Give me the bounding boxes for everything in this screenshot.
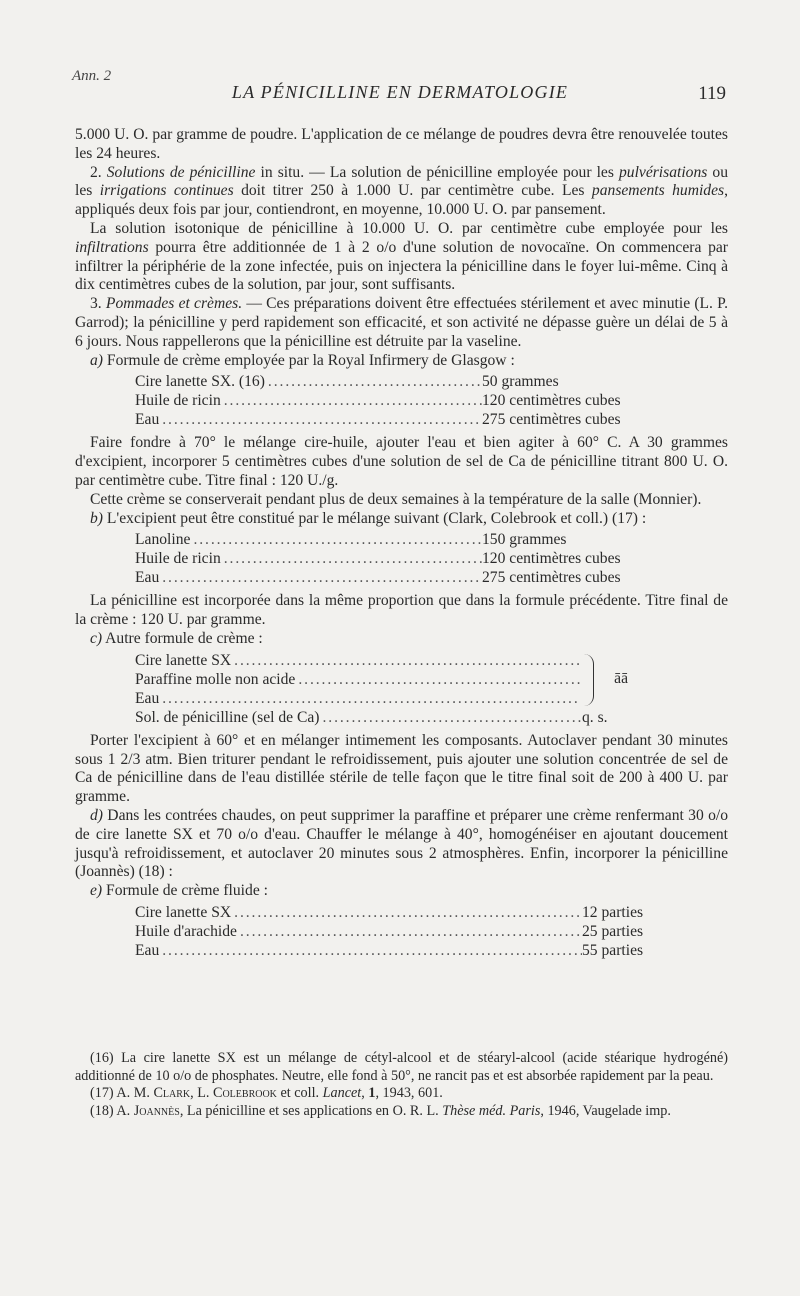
ingredient-name: Huile de ricin <box>135 550 221 568</box>
item-label: c) <box>90 629 103 647</box>
paragraph-ointments <box>75 295 728 351</box>
leader-dots <box>190 531 482 550</box>
text-run: Autre formule de crème : <box>102 629 263 647</box>
footnotes <box>75 1050 728 1120</box>
ingredient-quantity: 25 parties <box>582 922 644 940</box>
leader-dots <box>237 923 582 942</box>
formula-row <box>135 373 660 392</box>
text-run: ou les <box>75 163 728 200</box>
text-run: Formule de crème fluide : <box>102 882 268 900</box>
formula-row <box>135 392 660 411</box>
formula-b <box>135 531 660 588</box>
text-run: Dans les contrées chaudes, on peut supprimer la paraffine et préparer une crème renfermant 30 o/o de cire lanette SX et 70 o/o d'eau. Chauffer le mélange à 40°, homogénéiser en ajoutant doucement jusqu'à refroidissement, et autoclaver 20 minutes sous 2 atmosphères. Enfin, incorporer la pénicilline (Joannès) (18) : <box>75 806 728 881</box>
text-run: Formule de crème employée par la Royal Infirmery de Glasgow : <box>103 351 515 369</box>
ingredient-name: Sol. de pénicilline (sel de Ca) <box>135 708 320 726</box>
volume-number: 1 <box>368 1085 376 1101</box>
leader-dots <box>221 550 482 569</box>
text-run: (17) A. M. <box>90 1085 154 1101</box>
ingredient-quantity: 275 centimètres cubes <box>482 411 621 429</box>
ingredient-quantity: 50 grammes <box>482 373 559 391</box>
text-run: , appliqués deux fois par jour, contiendront, en moyenne, 10.000 U. O. par pansement. <box>75 182 728 219</box>
footnote-17 <box>75 1085 728 1103</box>
paragraph-preparation-a: Faire fondre à 70° le mélange cire-huile, ajouter l'eau et bien agiter à 60° C. A 30 grammes d'excipient, incorporer 5 centimètres cubes d'une solution de sel de Ca de pénicilline titrant 800 U. O. par centimètre cube. Titre final : 120 U./g. <box>75 434 728 489</box>
text-run: pourra être additionnée de 1 à 2 o/o d'une solution de novocaïne. On commencera par infiltrer la périphérie de la zone infectée, puis on injectera la pénicilline dans le foyer lui-même. Cinq à dix centimètres cubes de la solution, par jour, sont suffisants. <box>75 238 728 294</box>
page-header <box>72 80 728 110</box>
ingredient-name: Cire lanette SX. (16) <box>135 373 265 391</box>
leader-dots <box>265 373 482 392</box>
italic-term: infiltrations <box>75 238 149 256</box>
leader-dots <box>231 904 582 923</box>
formula-row <box>135 550 660 569</box>
footnote-18 <box>75 1103 728 1121</box>
text-run: , L. <box>190 1085 213 1101</box>
paragraph-powder-end: 5.000 U. O. par gramme de poudre. L'application de ce mélange de poudres devra être renouvelée toutes les 24 heures. <box>75 126 728 162</box>
paragraph-autoclave: Porter l'excipient à 60° et en mélanger intimement les composants. Autoclaver pendant 30 minutes sous 1 2/3 atm. Bien triturer pendant le refroidissement, puis ajouter une solution concentrée de sel de Ca de pénicilline dans de l'eau distillée stérile de telle façon que le titre final soit de 200 à 400 U. par gramme. <box>75 731 728 806</box>
body-text <box>75 126 728 965</box>
item-label: b) <box>90 509 103 527</box>
ingredient-name: Cire lanette SX <box>135 903 232 921</box>
ingredient-name: Eau <box>135 569 160 587</box>
formula-row <box>135 923 660 942</box>
leader-dots <box>231 652 580 671</box>
text-run: , La pénicilline et ses applications en O. R. L. <box>179 1102 443 1119</box>
text-run: La solution isotonique de pénicilline à 10.000 U. O. par centimètre cube employée pour les <box>90 219 728 237</box>
author-name: Colebrook <box>213 1085 277 1101</box>
item-label: e) <box>90 882 103 900</box>
formula-row <box>135 411 660 430</box>
formula-row <box>135 904 660 923</box>
section-number: 3. <box>90 295 106 313</box>
text-run: L'excipient peut être constitué par le mélange suivant (Clark, Colebrook et coll.) (17) : <box>103 509 647 527</box>
item-a-intro <box>75 352 728 371</box>
ingredient-name: Lanoline <box>135 531 191 549</box>
section-number: 2. <box>90 163 107 181</box>
ingredient-name: Paraffine molle non acide <box>135 670 296 688</box>
item-c-intro <box>75 630 728 649</box>
formula-e <box>135 904 660 961</box>
item-b-intro <box>75 510 728 529</box>
ingredient-name: Huile de ricin <box>135 392 221 410</box>
formula-row <box>135 942 660 961</box>
leader-dots <box>159 690 580 709</box>
ana-partes-aequales: āā <box>614 669 628 687</box>
text-run: , <box>361 1085 369 1101</box>
footnote-16: (16) La cire lanette SX est un mélange de cétyl-alcool et de stéaryl-alcool (acide stéarique hydrogéné) additionné de 10 o/o de phosphates. Neutre, elle fond à 50°, ne rancit pas et est absorbée rapidement par la peau. <box>75 1050 728 1084</box>
ingredient-quantity: 120 centimètres cubes <box>482 550 621 568</box>
section-title-solutions: Solutions de pénicilline <box>106 163 256 181</box>
formula-a <box>135 373 660 430</box>
leader-dots <box>221 392 482 411</box>
text-run: (18) A. <box>90 1102 134 1119</box>
section-title-ointments: Pommades et crèmes. <box>105 295 243 313</box>
ingredient-quantity: 150 grammes <box>482 531 567 549</box>
formula-row <box>135 652 580 671</box>
journal-title: Lancet <box>322 1085 362 1101</box>
paragraph-solutions <box>75 164 728 220</box>
leader-dots <box>319 709 582 728</box>
leader-dots <box>159 942 582 961</box>
ingredient-quantity: 12 parties <box>582 903 644 921</box>
ingredient-quantity: q. s. <box>582 708 608 726</box>
author-name: Clark <box>153 1085 191 1101</box>
ingredient-name: Eau <box>135 411 160 429</box>
ingredient-name: Eau <box>135 689 160 707</box>
formula-c <box>135 652 660 728</box>
ingredient-name: Cire lanette SX <box>135 651 232 669</box>
formula-c-brace-group <box>135 651 628 709</box>
running-title: LA PÉNICILLINE EN DERMATOLOGIE <box>231 82 569 102</box>
page-number: 119 <box>698 83 726 104</box>
item-label: d) <box>90 806 103 824</box>
italic-term: irrigations continues <box>99 182 234 200</box>
leader-dots <box>295 671 580 690</box>
italic-term: pansements humides <box>591 182 725 200</box>
formula-row <box>135 531 660 550</box>
thesis-title: Thèse méd. Paris <box>442 1102 541 1119</box>
ingredient-quantity: 275 centimètres cubes <box>482 569 621 587</box>
text-run: doit titrer 250 à 1.000 U. par centimètre cube. Les <box>233 182 592 200</box>
item-d <box>75 807 728 882</box>
curly-brace <box>583 654 594 706</box>
ingredient-quantity: 120 centimètres cubes <box>482 392 621 410</box>
text-run: , 1943, 601. <box>375 1085 443 1101</box>
formula-row <box>135 671 580 690</box>
formula-row <box>135 709 660 728</box>
ingredient-name: Huile d'arachide <box>135 922 237 940</box>
text-run: , 1946, Vaugelade imp. <box>540 1102 671 1119</box>
formula-row <box>135 569 660 588</box>
paragraph-conservation: Cette crème se conserverait pendant plus de deux semaines à la température de la salle (Monnier). <box>90 490 702 508</box>
text-run: in situ. — La solution de pénicilline employée pour les <box>255 163 619 181</box>
author-name: Joannès <box>133 1102 180 1119</box>
ingredient-quantity: 55 parties <box>582 941 644 959</box>
formula-row <box>135 690 580 709</box>
paragraph-incorporation: La pénicilline est incorporée dans la même proportion que dans la formule précédente. Titre final de la crème : 120 U. par gramme. <box>75 592 728 629</box>
paragraph-isotonic <box>75 220 728 295</box>
item-label: a) <box>90 351 103 369</box>
journal-reference: Ann. 2 <box>72 68 112 84</box>
italic-term: pulvérisations <box>618 163 708 181</box>
text-run: — Ces préparations doivent être effectuées stérilement et avec minutie (L. P. Garrod); la pénicilline y perd rapidement son efficacité, et son activité ne dépasse guère un délai de 5 à 6 jours. Nous rappellerons que la pénicilline est détruite par la vaseline. <box>75 295 729 350</box>
leader-dots <box>159 411 482 430</box>
item-e-intro <box>75 882 728 901</box>
leader-dots <box>159 569 482 588</box>
text-run: et coll. <box>276 1085 323 1101</box>
ingredient-name: Eau <box>135 941 160 959</box>
